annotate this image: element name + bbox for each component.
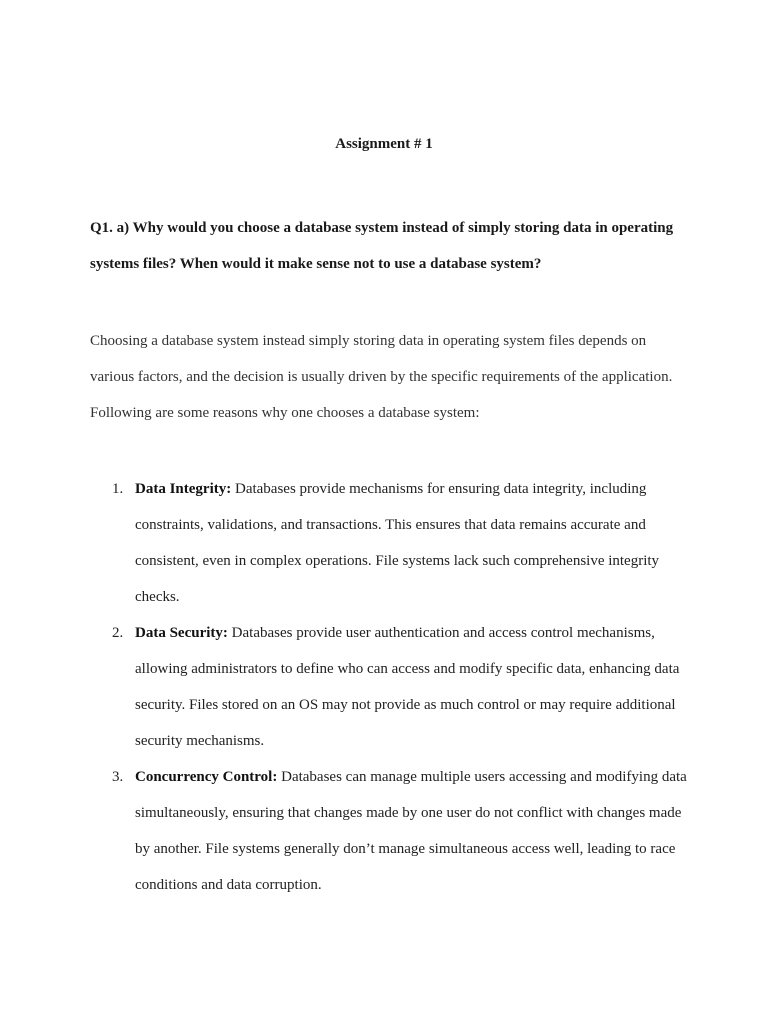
list-text: Databases provide mechanisms for ensuring data integrity, including constraints, validations, and transactions. This ensures that data remains accurate and consistent, even in complex operations. File systems lack such comprehensive integrity checks. bbox=[135, 481, 660, 605]
question-line: systems files? When would it make sense not to use a database system? bbox=[90, 256, 542, 272]
intro-line: Choosing a database system instead simply storing data in operating system files depends on bbox=[90, 333, 647, 349]
list-item bbox=[90, 615, 690, 759]
list-text: Databases provide user authentication and access control mechanisms, allowing administrators to define who can access and modify specific data, enhancing data security. Files stored on an OS may not provide as much control or may require additional security mechanisms. bbox=[135, 625, 680, 749]
list-item bbox=[90, 471, 690, 615]
intro-paragraph bbox=[90, 323, 690, 431]
list-number: 1. bbox=[112, 481, 124, 497]
intro-line: Following are some reasons why one chooses a database system: bbox=[90, 405, 480, 421]
list-text: Databases can manage multiple users accessing and modifying data simultaneously, ensuring that changes made by one user do not conflict with changes made by another. File systems generally don’t manage simultaneous access well, leading to race conditions and data corruption. bbox=[135, 769, 687, 893]
question-line: Q1. a) Why would you choose a database system instead of simply storing data in operating bbox=[90, 220, 674, 236]
reasons-list bbox=[90, 471, 690, 903]
document-title: Assignment # 1 bbox=[335, 136, 433, 152]
question-heading bbox=[90, 210, 690, 282]
list-term: Data Integrity: bbox=[135, 481, 232, 497]
list-term: Data Security: bbox=[135, 625, 228, 641]
list-term: Concurrency Control: bbox=[135, 769, 278, 785]
intro-line: various factors, and the decision is usually driven by the specific requirements of the application. bbox=[90, 369, 673, 385]
list-number: 2. bbox=[112, 625, 124, 641]
list-number: 3. bbox=[112, 769, 124, 785]
list-item bbox=[90, 759, 690, 903]
